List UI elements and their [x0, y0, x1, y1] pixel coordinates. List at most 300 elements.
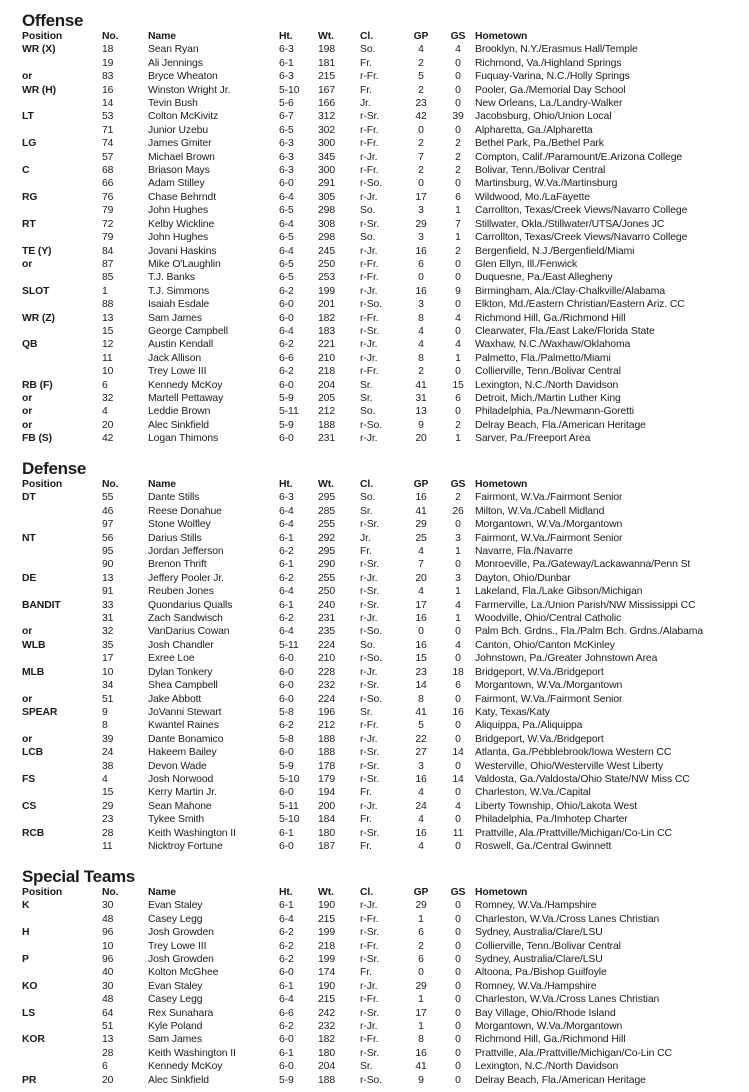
games-started-cell: 0	[455, 1074, 461, 1086]
games-started-cell: 1	[455, 613, 461, 625]
class-cell: r-Jr.	[360, 433, 378, 445]
hometown-cell: Valdosta, Ga./Valdosta/Ohio State/NW Miss CC	[475, 773, 690, 785]
games-played-cell: 4	[418, 840, 424, 852]
player-name-cell: Sean Ryan	[148, 44, 199, 56]
number-cell: 53	[102, 111, 114, 123]
games-played-cell: 8	[418, 693, 424, 705]
games-played-cell: 7	[418, 559, 424, 571]
weight-cell: 212	[318, 720, 336, 732]
games-played-cell: 7	[418, 151, 424, 163]
class-cell: r-So.	[360, 653, 383, 665]
class-cell: r-Sr.	[360, 760, 380, 772]
weight-cell: 210	[318, 653, 336, 665]
height-cell: 5-9	[279, 1074, 294, 1086]
weight-cell: 298	[318, 205, 336, 217]
hometown-cell: Charleston, W.Va./Cross Lanes Christian	[475, 913, 660, 925]
weight-cell: 179	[318, 773, 336, 785]
player-name-cell: Jovani Haskins	[148, 245, 217, 257]
player-row	[22, 151, 737, 164]
games-played-cell: 2	[418, 165, 424, 177]
weight-cell: 292	[318, 532, 336, 544]
hometown-cell: Dayton, Ohio/Dunbar	[475, 572, 571, 584]
section-title: Offense	[22, 11, 84, 30]
weight-cell: 218	[318, 940, 336, 952]
height-cell: 6-4	[279, 218, 294, 230]
games-started-cell: 0	[455, 272, 461, 284]
weight-cell: 205	[318, 392, 336, 404]
class-cell: r-Sr.	[360, 827, 380, 839]
player-name-cell: Michael Brown	[148, 151, 215, 163]
games-started-cell: 0	[455, 325, 461, 337]
games-played-cell: 0	[418, 626, 424, 638]
height-cell: 6-0	[279, 967, 294, 979]
weight-cell: 232	[318, 1021, 336, 1033]
col-header-no: No.	[102, 31, 119, 42]
number-cell: 56	[102, 532, 114, 544]
player-name-cell: Leddie Brown	[148, 406, 211, 418]
player-name-cell: VanDarius Cowan	[148, 626, 230, 638]
number-cell: 91	[102, 586, 114, 598]
height-cell: 6-0	[279, 653, 294, 665]
position-cell: CS	[22, 800, 37, 812]
number-cell: 48	[102, 913, 114, 925]
hometown-cell: Charleston, W.Va./Cross Lanes Christian	[475, 994, 660, 1006]
games-played-cell: 29	[415, 519, 427, 531]
height-cell: 6-0	[279, 787, 294, 799]
games-started-cell: 0	[455, 1021, 461, 1033]
defense-section	[22, 460, 737, 853]
player-name-cell: Briason Mays	[148, 165, 210, 177]
number-cell: 87	[102, 258, 114, 270]
header-row	[22, 30, 737, 43]
weight-cell: 240	[318, 599, 336, 611]
number-cell: 71	[102, 124, 114, 136]
hometown-cell: Prattville, Ala./Prattville/Michigan/Co-Lin CC	[475, 1047, 672, 1059]
hometown-cell: Elkton, Md./Eastern Christian/Eastern Ariz. CC	[475, 299, 685, 311]
position-cell: WR (Z)	[22, 312, 55, 324]
player-row	[22, 505, 737, 518]
weight-cell: 180	[318, 827, 336, 839]
games-played-cell: 16	[415, 773, 427, 785]
height-cell: 6-0	[279, 840, 294, 852]
number-cell: 14	[102, 98, 114, 110]
games-played-cell: 29	[415, 980, 427, 992]
height-cell: 6-0	[279, 680, 294, 692]
number-cell: 13	[102, 572, 114, 584]
class-cell: r-Sr.	[360, 1047, 380, 1059]
height-cell: 6-0	[279, 312, 294, 324]
games-played-cell: 5	[418, 71, 424, 83]
number-cell: 32	[102, 392, 114, 404]
games-played-cell: 42	[415, 111, 427, 123]
hometown-cell: Bolivar, Tenn./Bolivar Central	[475, 165, 606, 177]
player-row	[22, 204, 737, 217]
height-cell: 6-4	[279, 505, 294, 517]
player-name-cell: Trey Lowe III	[148, 366, 207, 378]
hometown-cell: Morgantown, W.Va./Morgantown	[475, 680, 623, 692]
position-cell: or	[22, 392, 33, 404]
position-cell: LT	[22, 111, 34, 123]
weight-cell: 295	[318, 492, 336, 504]
class-cell: r-Fr.	[360, 124, 379, 136]
hometown-cell: Clearwater, Fla./East Lake/Florida State	[475, 325, 655, 337]
games-played-cell: 8	[418, 352, 424, 364]
weight-cell: 183	[318, 325, 336, 337]
player-name-cell: T.J. Banks	[148, 272, 195, 284]
player-name-cell: Junior Uzebu	[148, 124, 209, 136]
position-cell: KO	[22, 980, 38, 992]
player-row	[22, 1033, 737, 1046]
class-cell: r-Sr.	[360, 927, 380, 939]
class-cell: r-So.	[360, 419, 383, 431]
class-cell: Fr.	[360, 840, 372, 852]
player-row	[22, 258, 737, 271]
col-header-name: Name	[148, 31, 176, 42]
hometown-cell: Sydney, Australia/Clare/LSU	[475, 954, 603, 966]
number-cell: 30	[102, 900, 114, 912]
height-cell: 6-3	[279, 44, 294, 56]
number-cell: 76	[102, 191, 114, 203]
player-row	[22, 518, 737, 531]
player-name-cell: JoVanni Stewart	[148, 706, 222, 718]
games-started-cell: 0	[455, 814, 461, 826]
position-cell	[22, 505, 102, 518]
position-cell	[22, 97, 102, 110]
player-name-cell: Jordan Jefferson	[148, 546, 224, 558]
number-cell: 51	[102, 1021, 114, 1033]
games-started-cell: 4	[455, 339, 461, 351]
position-cell	[22, 57, 102, 70]
height-cell: 6-2	[279, 927, 294, 939]
height-cell: 6-1	[279, 980, 294, 992]
games-played-cell: 20	[415, 433, 427, 445]
number-cell: 79	[102, 232, 114, 244]
player-name-cell: Keith Washington II	[148, 1047, 236, 1059]
games-played-cell: 8	[418, 312, 424, 324]
height-cell: 5-10	[279, 814, 300, 826]
player-row	[22, 379, 737, 392]
weight-cell: 188	[318, 1074, 336, 1086]
class-cell: r-So.	[360, 1074, 383, 1086]
hometown-cell: Milton, W.Va./Cabell Midland	[475, 505, 605, 517]
player-row	[22, 693, 737, 706]
player-name-cell: Austin Kendall	[148, 339, 214, 351]
weight-cell: 255	[318, 519, 336, 531]
weight-cell: 190	[318, 980, 336, 992]
games-played-cell: 3	[418, 232, 424, 244]
player-name-cell: John Hughes	[148, 205, 209, 217]
games-started-cell: 3	[455, 572, 461, 584]
number-cell: 10	[102, 666, 114, 678]
class-cell: r-So.	[360, 693, 383, 705]
position-cell	[22, 679, 102, 692]
weight-cell: 218	[318, 366, 336, 378]
games-played-cell: 4	[418, 546, 424, 558]
offense-table	[22, 30, 737, 446]
position-cell	[22, 231, 102, 244]
class-cell: r-Jr.	[360, 245, 378, 257]
position-cell	[22, 352, 102, 365]
player-row	[22, 679, 737, 692]
player-name-cell: Ali Jennings	[148, 57, 203, 69]
class-cell: Jr.	[360, 98, 371, 110]
col-header-name: Name	[148, 479, 176, 490]
games-played-cell: 4	[418, 325, 424, 337]
class-cell: So.	[360, 639, 376, 651]
position-cell	[22, 558, 102, 571]
weight-cell: 308	[318, 218, 336, 230]
player-row	[22, 940, 737, 953]
class-cell: r-Sr.	[360, 599, 380, 611]
number-cell: 72	[102, 218, 114, 230]
position-cell: or	[22, 419, 33, 431]
height-cell: 5-8	[279, 733, 294, 745]
games-played-cell: 3	[418, 299, 424, 311]
games-started-cell: 4	[455, 44, 461, 56]
position-cell: FS	[22, 773, 36, 785]
player-name-cell: Winston Wright Jr.	[148, 84, 231, 96]
hometown-cell: Westerville, Ohio/Westerville West Liberty	[475, 760, 664, 772]
weight-cell: 298	[318, 232, 336, 244]
games-started-cell: 7	[455, 218, 461, 230]
player-name-cell: Rex Sunahara	[148, 1007, 214, 1019]
position-cell: or	[22, 733, 33, 745]
games-started-cell: 0	[455, 406, 461, 418]
hometown-cell: Collierville, Tenn./Bolivar Central	[475, 366, 621, 378]
player-name-cell: Colton McKivitz	[148, 111, 219, 123]
number-cell: 13	[102, 1034, 114, 1046]
hometown-cell: Lexington, N.C./North Davidson	[475, 379, 619, 391]
player-row	[22, 70, 737, 83]
games-started-cell: 2	[455, 138, 461, 150]
weight-cell: 215	[318, 913, 336, 925]
class-cell: r-Jr.	[360, 613, 378, 625]
games-started-cell: 4	[455, 599, 461, 611]
height-cell: 5-11	[279, 800, 299, 812]
hometown-cell: Monroeville, Pa./Gateway/Lackawanna/Penn St	[475, 559, 691, 571]
weight-cell: 199	[318, 954, 336, 966]
player-row	[22, 899, 737, 912]
number-cell: 6	[102, 379, 108, 391]
weight-cell: 305	[318, 191, 336, 203]
hometown-cell: Atlanta, Ga./Pebblebrook/Iowa Western CC	[475, 747, 672, 759]
player-name-cell: Jack Allison	[148, 352, 202, 364]
hometown-cell: New Orleans, La./Landry-Walker	[475, 98, 623, 110]
number-cell: 30	[102, 980, 114, 992]
position-cell	[22, 913, 102, 926]
position-cell: C	[22, 165, 30, 177]
position-cell: PR	[22, 1074, 37, 1086]
class-cell: Sr.	[360, 379, 373, 391]
games-played-cell: 9	[418, 419, 424, 431]
player-row	[22, 733, 737, 746]
weight-cell: 290	[318, 559, 336, 571]
height-cell: 6-5	[279, 205, 294, 217]
col-header-hometown: Hometown	[475, 887, 528, 898]
hometown-cell: Richmond Hill, Ga./Richmond Hill	[475, 312, 626, 324]
games-played-cell: 13	[415, 406, 427, 418]
class-cell: r-Fr.	[360, 165, 379, 177]
player-row	[22, 218, 737, 231]
weight-cell: 194	[318, 787, 336, 799]
games-started-cell: 0	[455, 693, 461, 705]
height-cell: 6-4	[279, 913, 294, 925]
games-played-cell: 0	[418, 178, 424, 190]
hometown-cell: Fairmont, W.Va./Fairmont Senior	[475, 532, 623, 544]
weight-cell: 231	[318, 433, 336, 445]
hometown-cell: Charleston, W.Va./Capital	[475, 787, 591, 799]
hometown-cell: Richmond Hill, Ga./Richmond Hill	[475, 1034, 626, 1046]
games-played-cell: 14	[415, 680, 427, 692]
weight-cell: 199	[318, 927, 336, 939]
player-row	[22, 419, 737, 432]
player-name-cell: Dante Bonamico	[148, 733, 224, 745]
class-cell: r-Fr.	[360, 366, 379, 378]
player-row	[22, 164, 737, 177]
player-name-cell: Devon Wade	[148, 760, 207, 772]
weight-cell: 250	[318, 258, 336, 270]
class-cell: Sr.	[360, 392, 373, 404]
position-cell	[22, 585, 102, 598]
class-cell: Fr.	[360, 787, 372, 799]
height-cell: 6-1	[279, 1047, 294, 1059]
player-name-cell: Kelby Wickline	[148, 218, 215, 230]
player-row	[22, 760, 737, 773]
games-played-cell: 16	[415, 639, 427, 651]
position-cell	[22, 545, 102, 558]
hometown-cell: Richmond, Va./Highland Springs	[475, 57, 622, 69]
player-row	[22, 773, 737, 786]
position-cell	[22, 612, 102, 625]
games-started-cell: 6	[455, 191, 461, 203]
class-cell: r-Sr.	[360, 747, 380, 759]
position-cell: or	[22, 258, 33, 270]
height-cell: 6-3	[279, 492, 294, 504]
weight-cell: 300	[318, 138, 336, 150]
height-cell: 5-6	[279, 98, 294, 110]
weight-cell: 224	[318, 639, 336, 651]
number-cell: 6	[102, 1061, 108, 1073]
number-cell: 9	[102, 706, 108, 718]
games-started-cell: 0	[455, 954, 461, 966]
height-cell: 6-3	[279, 151, 294, 163]
player-row	[22, 1047, 737, 1060]
height-cell: 5-9	[279, 392, 294, 404]
number-cell: 38	[102, 760, 114, 772]
number-cell: 97	[102, 519, 114, 531]
player-row	[22, 953, 737, 966]
height-cell: 6-4	[279, 245, 294, 257]
games-played-cell: 41	[415, 505, 427, 517]
height-cell: 6-2	[279, 1021, 294, 1033]
player-row	[22, 365, 737, 378]
games-played-cell: 41	[415, 379, 427, 391]
player-name-cell: Casey Legg	[148, 913, 203, 925]
games-started-cell: 0	[455, 1034, 461, 1046]
games-started-cell: 0	[455, 733, 461, 745]
position-cell: DT	[22, 492, 36, 504]
class-cell: r-Sr.	[360, 954, 380, 966]
position-cell: RT	[22, 218, 36, 230]
hometown-cell: Glen Ellyn, Ill./Fenwick	[475, 258, 578, 270]
header-row	[22, 886, 737, 899]
class-cell: So.	[360, 44, 376, 56]
number-cell: 28	[102, 1047, 114, 1059]
height-cell: 6-2	[279, 572, 294, 584]
weight-cell: 224	[318, 693, 336, 705]
section-title: Defense	[22, 459, 87, 478]
position-cell	[22, 1060, 102, 1073]
games-played-cell: 4	[418, 814, 424, 826]
position-cell: RG	[22, 191, 38, 203]
games-played-cell: 25	[415, 532, 427, 544]
weight-cell: 201	[318, 299, 336, 311]
games-played-cell: 31	[415, 392, 427, 404]
col-header-gp: GP	[413, 887, 429, 898]
games-played-cell: 4	[418, 44, 424, 56]
height-cell: 6-0	[279, 1034, 294, 1046]
height-cell: 6-4	[279, 586, 294, 598]
position-cell: KOR	[22, 1034, 45, 1046]
hometown-cell: Bridgeport, W.Va./Bridgeport	[475, 733, 604, 745]
number-cell: 83	[102, 71, 114, 83]
hometown-cell: Canton, Ohio/Canton McKinley	[475, 639, 615, 651]
player-name-cell: Sam James	[148, 312, 202, 324]
height-cell: 6-0	[279, 178, 294, 190]
games-started-cell: 0	[455, 1007, 461, 1019]
col-header-cl: Cl.	[360, 479, 373, 490]
player-name-cell: Zach Sandwisch	[148, 613, 223, 625]
weight-cell: 245	[318, 245, 336, 257]
col-header-no: No.	[102, 479, 119, 490]
player-name-cell: George Campbell	[148, 325, 228, 337]
position-cell: WLB	[22, 639, 46, 651]
number-cell: 13	[102, 312, 114, 324]
number-cell: 66	[102, 178, 114, 190]
games-played-cell: 6	[418, 927, 424, 939]
hometown-cell: Birmingham, Ala./Clay-Chalkville/Alabama	[475, 285, 666, 297]
number-cell: 39	[102, 733, 114, 745]
height-cell: 6-3	[279, 138, 294, 150]
player-row	[22, 1007, 737, 1020]
games-played-cell: 23	[415, 98, 427, 110]
weight-cell: 210	[318, 352, 336, 364]
games-started-cell: 2	[455, 492, 461, 504]
class-cell: r-So.	[360, 626, 383, 638]
number-cell: 15	[102, 325, 114, 337]
games-started-cell: 0	[455, 84, 461, 96]
class-cell: r-Fr.	[360, 138, 379, 150]
player-name-cell: Martell Pettaway	[148, 392, 224, 404]
weight-cell: 215	[318, 994, 336, 1006]
position-cell: WR (X)	[22, 44, 56, 56]
hometown-cell: Pooler, Ga./Memorial Day School	[475, 84, 626, 96]
height-cell: 6-0	[279, 1061, 294, 1073]
player-row	[22, 652, 737, 665]
hometown-cell: Delray Beach, Fla./American Heritage	[475, 1074, 646, 1086]
class-cell: r-Sr.	[360, 218, 380, 230]
games-played-cell: 2	[418, 57, 424, 69]
class-cell: r-Jr.	[360, 900, 378, 912]
position-cell	[22, 1020, 102, 1033]
height-cell: 6-2	[279, 954, 294, 966]
position-cell: WR (H)	[22, 84, 57, 96]
games-played-cell: 4	[418, 586, 424, 598]
player-name-cell: Jake Abbott	[148, 693, 202, 705]
hometown-cell: Lakeland, Fla./Lake Gibson/Michigan	[475, 586, 643, 598]
number-cell: 40	[102, 967, 114, 979]
player-name-cell: Sam James	[148, 1034, 202, 1046]
